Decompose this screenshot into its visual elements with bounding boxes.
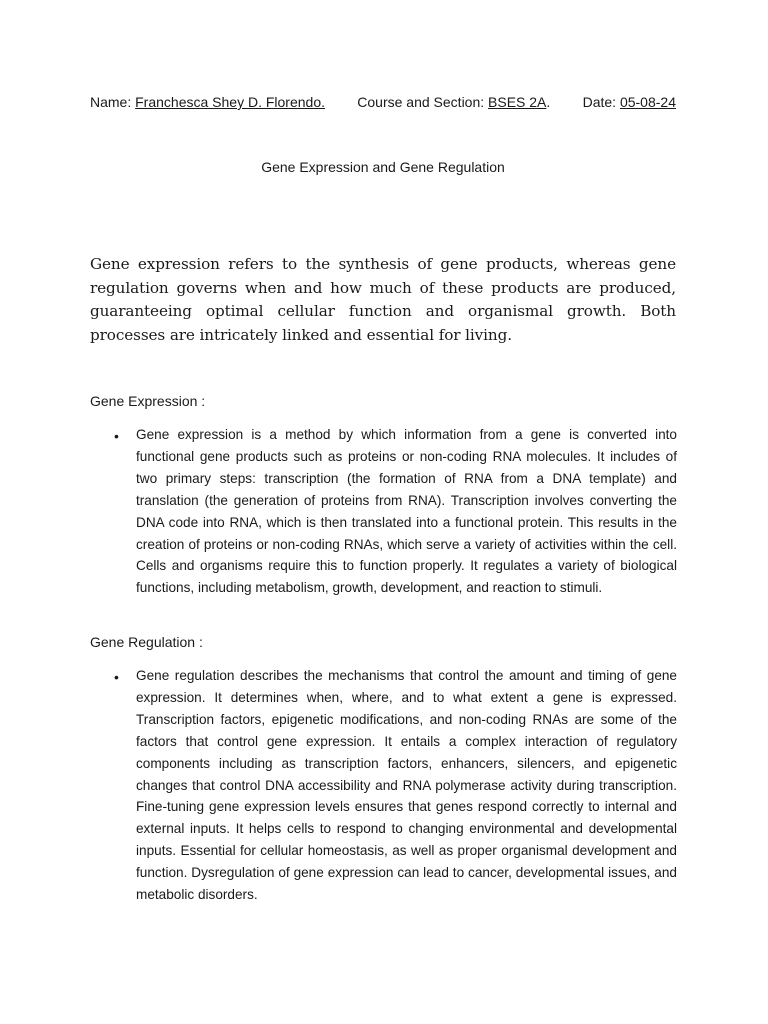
date-field [583, 93, 676, 111]
intro-paragraph: Gene expression refers to the synthesis of gene products, whereas gene regulation governs when and how much of these products are produced, guaranteeing optimal cellular function and organismal growth. Both processes are intricately linked and essential for living. [90, 255, 676, 345]
course-label: Course and Section: [357, 94, 485, 110]
course-suffix: . [546, 94, 551, 110]
bullet-marker: • [114, 669, 119, 685]
name-field [90, 93, 325, 111]
date-value: 05-08-24 [619, 94, 676, 110]
section-heading-gene-regulation: Gene Regulation : [90, 634, 203, 650]
gene-expression-paragraph: Gene expression is a method by which information from a gene is converted into functional gene products such as proteins or non-coding RNA molecules. It includes of two primary steps: transcription (the formation of RNA from a DNA template) and translation (the generation of proteins from RNA). Transcription involves converting the DNA code into RNA, which is then translated into a functional protein. This results in the creation of proteins or non-coding RNAs, which serve a variety of activities within the cell. Cells and organisms require this to function properly. It regulates a variety of biological functions, including metabolism, growth, development, and reaction to stimuli. [136, 427, 677, 596]
course-field [357, 93, 550, 111]
name-label: Name: [90, 94, 132, 110]
course-value: BSES 2A [488, 94, 547, 110]
document-title: Gene Expression and Gene Regulation [261, 159, 505, 175]
gene-regulation-paragraph: Gene regulation describes the mechanisms that control the amount and timing of gene expression. It determines when, where, and to what extent a gene is expressed. Transcription factors, epigenetic modifications, and non-coding RNAs are some of the factors that control gene expression. It entails a complex interaction of regulatory components including as transcription factors, enhancers, silencers, and epigenetic changes that control DNA accessibility and RNA polymerase activity during transcription. Fine-tuning gene expression levels ensures that genes respond correctly to internal and external inputs. It helps cells to respond to changing environmental and developmental inputs. Essential for cellular homeostasis, as well as proper organismal development and function. Dysregulation of gene expression can lead to cancer, developmental issues, and metabolic disorders. [136, 668, 677, 903]
name-value: Franchesca Shey D. Florendo. [135, 94, 325, 110]
bullet-marker: • [114, 428, 119, 444]
header-line [90, 93, 676, 111]
date-label: Date: [582, 94, 617, 110]
section-heading-gene-expression: Gene Expression : [90, 393, 206, 409]
